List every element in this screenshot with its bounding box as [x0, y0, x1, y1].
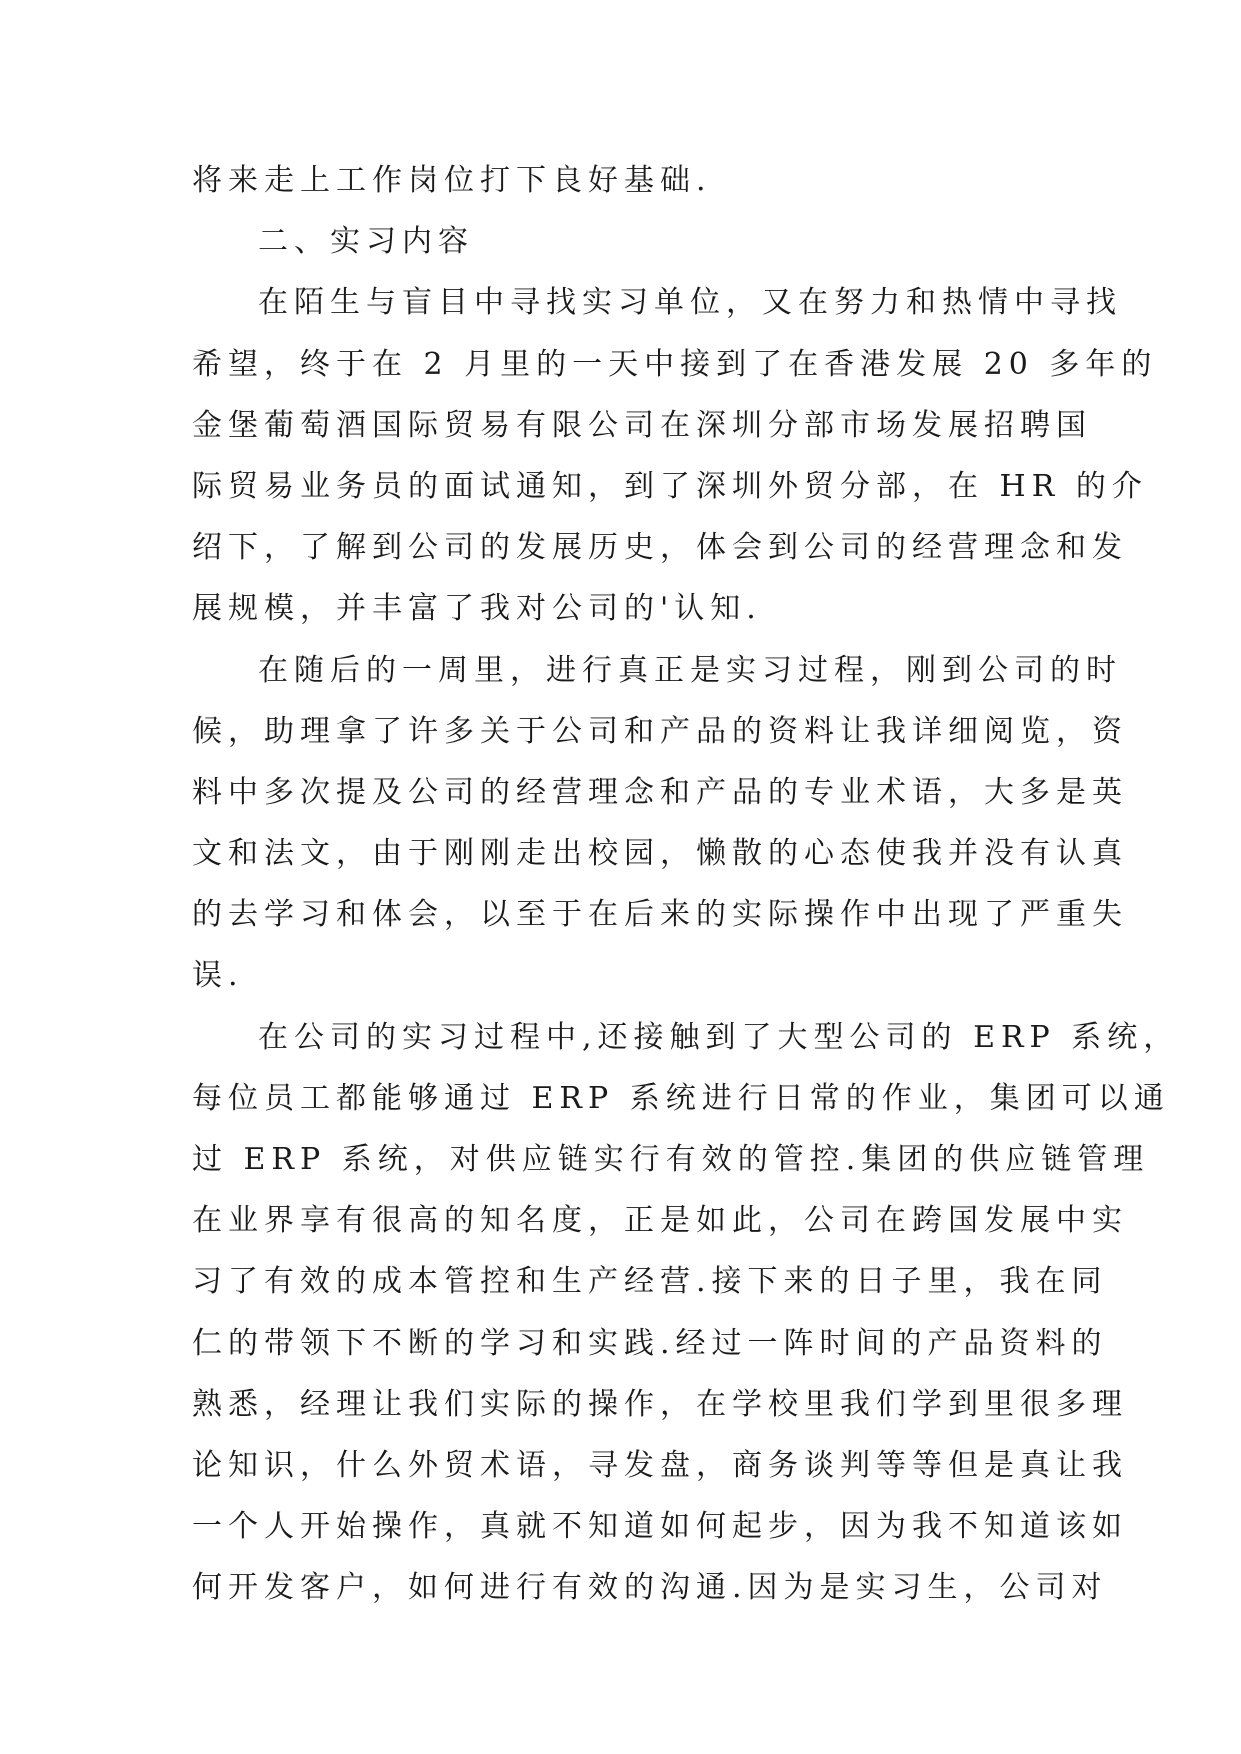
text-line: 误.: [192, 958, 244, 994]
text-line: 将来走上工作岗位打下良好基础.: [192, 163, 712, 198]
text-line: 在公司的实习过程中,还接触到了大型公司的 ERP 系统，: [258, 1019, 1180, 1055]
text-line: 绍下，了解到公司的发展历史，体会到公司的经营理念和发: [192, 530, 1128, 566]
text-line: 的去学习和体会，以至于在后来的实际操作中出现了严重失: [192, 897, 1128, 933]
text-line: 金堡葡萄酒国际贸易有限公司在深圳分部市场发展招聘国: [192, 407, 1092, 443]
text-line: 展规模，并丰富了我对公司的'认知.: [192, 591, 762, 627]
text-line: 希望，终于在 2 月里的一天中接到了在香港发展 20 多年的: [192, 346, 1158, 382]
text-line: 熟悉，经理让我们实际的操作，在学校里我们学到里很多理: [192, 1386, 1128, 1422]
text-line: 一个人开始操作，真就不知道如何起步，因为我不知道该如: [192, 1509, 1128, 1545]
body-text: [192, 150, 1180, 1619]
text-line: 习了有效的成本管控和生产经营.接下来的日子里，我在同: [192, 1264, 1108, 1300]
text-line: 际贸易业务员的面试通知，到了深圳外贸分部，在 HR 的介: [192, 468, 1148, 504]
section-heading: 二、实习内容: [258, 224, 474, 260]
text-line: 论知识，什么外贸术语，寻发盘，商务谈判等等但是真让我: [192, 1447, 1128, 1483]
text-line: 仁的带领下不断的学习和实践.经过一阵时间的产品资料的: [192, 1325, 1108, 1361]
text-line: 何开发客户，如何进行有效的沟通.因为是实习生，公司对: [192, 1570, 1108, 1606]
text-line: 候，助理拿了许多关于公司和产品的资料让我详细阅览，资: [192, 713, 1128, 749]
text-line: 文和法文，由于刚刚走出校园，懒散的心态使我并没有认真: [192, 836, 1128, 872]
text-line: 料中多次提及公司的经营理念和产品的专业术语，大多是英: [192, 774, 1128, 810]
text-line: 每位员工都能够通过 ERP 系统进行日常的作业，集团可以通: [192, 1080, 1170, 1116]
text-line: 在随后的一周里，进行真正是实习过程，刚到公司的时: [258, 652, 1122, 688]
text-line: 过 ERP 系统，对供应链实行有效的管控.集团的供应链管理: [192, 1142, 1150, 1177]
text-line: 在业界享有很高的知名度，正是如此，公司在跨国发展中实: [192, 1203, 1128, 1239]
text-line: 在陌生与盲目中寻找实习单位，又在努力和热情中寻找: [258, 285, 1122, 321]
